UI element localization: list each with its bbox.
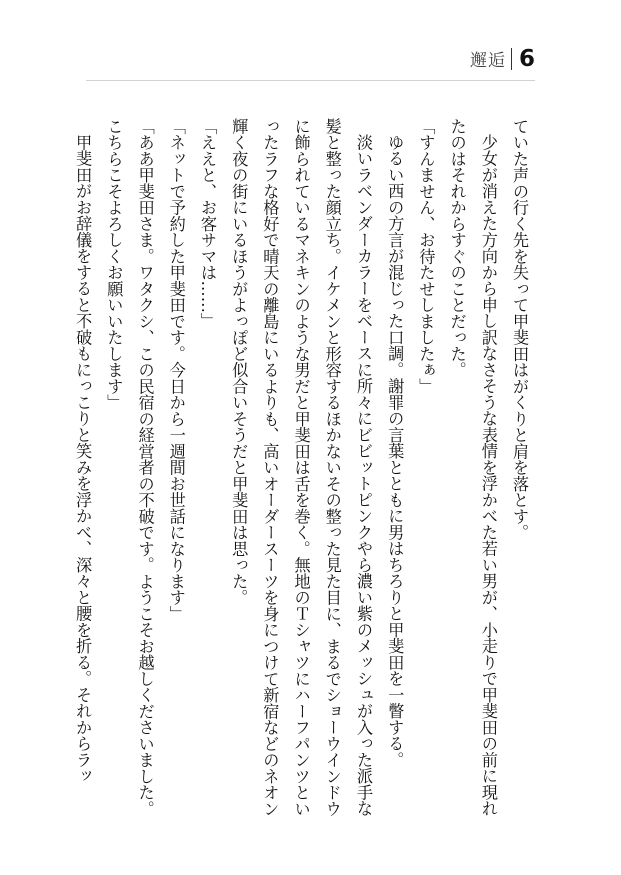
header-rule	[86, 80, 535, 81]
paragraph: ていた声の行く先を失って甲斐田はがくりと肩を落とす。	[510, 118, 529, 541]
paragraph: 淡いラベンダーカラーをベースに所々にビビットピンクやら濃い紫のメッシュが入った派手な髪と整った顔立ち。イケメンと形容するほかないその整った見た目に、まるでショーウインドウに飾られているマネキンのような男だと甲斐田は舌を巻く。無地のＴシャツにハーフパンツといったラフな格好で晴天の離島にいるよりも、高いオーダースーツを身につけて新宿などのネオン輝く夜の街にいるほうがよっぽど似合いそうだと甲斐田は思った。	[229, 118, 373, 817]
paragraph: 「ネットで予約した甲斐田です。今日から一週間お世話になります」	[166, 118, 186, 622]
paragraph: ゆるい西の方言が混じった口調。謝罪の言葉とともに男はちろりと甲斐田を一瞥する。	[385, 134, 405, 768]
running-header	[470, 46, 535, 71]
paragraph: 「ええと、お客サマは……」	[197, 118, 217, 330]
header-divider	[511, 48, 512, 70]
paragraph: 「ああ甲斐田さま。ワタクシ、この民宿の経営者の不破です。ようこそお越しくださいました。 こちらこそよろしくお願いいたします」	[104, 118, 155, 825]
chapter-title: 邂逅	[469, 51, 506, 71]
body-text	[73, 118, 535, 825]
paragraph: 「すんません、お待たせしましたぁ」	[416, 118, 436, 395]
page-number: 6	[518, 46, 535, 72]
paragraph: 甲斐田がお辞儀をすると不破もにっこりと笑みを浮かべ、深々と腰を折る。それからラッ	[73, 134, 93, 785]
paragraph: 少女が消えた方向から申し訳なさそうな表情を浮かべた若い男が、小走りで甲斐田の前に現れたのはそれからすぐのことだった。	[447, 118, 498, 817]
